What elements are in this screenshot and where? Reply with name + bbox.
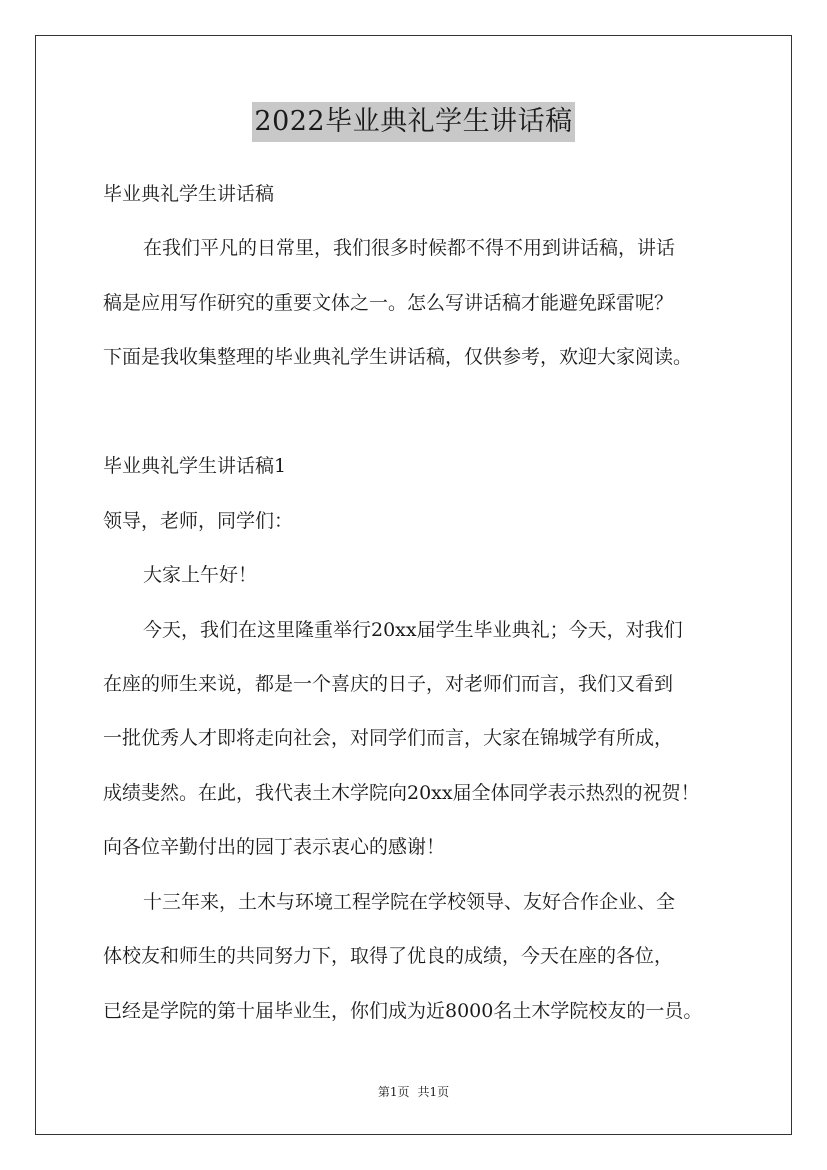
paragraph-line: 在座的师生来说，都是一个喜庆的日子，对老师们而言，我们又看到 — [103, 673, 674, 695]
paragraph-line: 向各位辛勤付出的园丁表示衷心的感谢！ — [103, 836, 446, 858]
paragraph-line: 体校友和师生的共同努力下，取得了优良的成绩，今天在座的各位， — [103, 945, 674, 967]
salutation-line: 领导，老师，同学们： — [103, 510, 294, 532]
paragraph-line: 一批优秀人才即将走向社会，对同学们而言，大家在锦城学有所成， — [103, 727, 674, 749]
section-heading: 毕业典礼学生讲话稿1 — [103, 455, 287, 477]
paragraph-line: 已经是学院的第十届毕业生，你们成为近8000名土木学院校友的一员。 — [103, 1000, 703, 1022]
subheading-line: 毕业典礼学生讲话稿 — [103, 183, 275, 205]
paragraph-line: 成绩斐然。在此，我代表土木学院向20xx届全体同学表示热烈的祝贺！ — [103, 782, 700, 804]
greeting-line: 大家上午好！ — [143, 564, 258, 586]
paragraph-line: 今天，我们在这里隆重举行20xx届学生毕业典礼；今天，对我们 — [143, 619, 683, 641]
paragraph-line: 在我们平凡的日常里，我们很多时候都不得不用到讲话稿，讲话 — [143, 237, 676, 259]
page-total: 共1页 — [417, 1085, 450, 1099]
title-container — [0, 102, 827, 142]
page-number: 第1页 — [377, 1085, 410, 1099]
paragraph-line: 十三年来，土木与环境工程学院在学校领导、友好合作企业、全 — [143, 891, 676, 913]
document-title: 2022毕业典礼学生讲话稿 — [252, 102, 574, 142]
paragraph-line: 下面是我收集整理的毕业典礼学生讲话稿，仅供参考，欢迎大家阅读。 — [103, 346, 693, 368]
page-footer — [0, 1083, 827, 1101]
paragraph-line: 稿是应用写作研究的重要文体之一。怎么写讲话稿才能避免踩雷呢？ — [103, 292, 674, 314]
